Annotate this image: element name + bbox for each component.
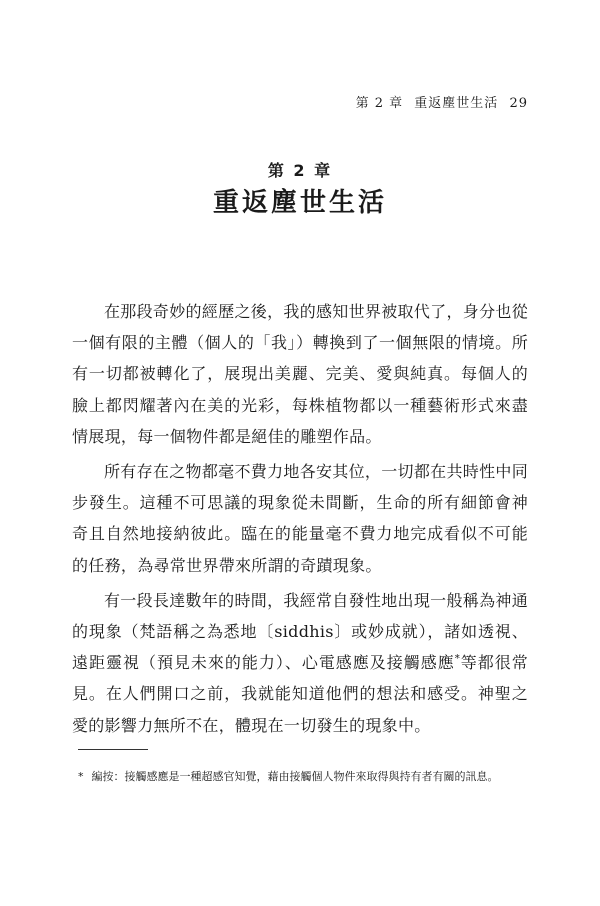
footnote-reference: *	[454, 653, 461, 665]
page-number: 29	[509, 96, 528, 111]
chapter-label: 第 2 章	[267, 161, 333, 180]
body-text	[72, 296, 528, 741]
running-head-title: 重返塵世生活	[414, 96, 499, 111]
footnote	[78, 768, 538, 784]
footnote-text: 編按：接觸感應是一種超感官知覺，藉由接觸個人物件來取得與持有者有關的訊息。	[91, 770, 499, 783]
paragraph-1: 在那段奇妙的經歷之後，我的感知世界被取代了，身分也從一個有限的主體（個人的「我」）轉換到了一個無限的情境。所有一切都被轉化了，展現出美麗、完美、愛與純真。每個人的臉上都閃耀著內在美的光彩，每株植物都以一種藝術形式來盡情展現，每一個物件都是絕佳的雕塑作品。	[72, 302, 528, 446]
footnote-divider	[78, 749, 148, 750]
paragraph-2: 所有存在之物都毫不費力地各安其位，一切都在共時性中同步發生。這種不可思議的現象從未間斷，生命的所有細節會神奇且自然地接納彼此。臨在的能量毫不費力地完成看似不可能的任務，為尋常世界帶來所謂的奇蹟現象。	[72, 462, 528, 575]
footnote-mark: *	[78, 770, 84, 783]
paragraph-3-part-1: 有一段長達數年的時間，我經常自發性地出現一般稱為神通的現象（梵語稱之為悉地〔siddhis〕或妙成就），諸如透視、遠距靈視（預見未來的能力）、心電感應及接觸感應	[72, 590, 528, 673]
running-head-chapter: 第 2 章	[355, 96, 404, 111]
chapter-title: 重返塵世生活	[212, 188, 387, 218]
running-head	[350, 92, 528, 111]
paragraph-3	[72, 585, 528, 741]
paragraph-3-part-2: 等都很常見。在人們開口之前，我就能知道他們的想法和感受。神聖之愛的影響力無所不在，體現在一切發生的現象中。	[72, 653, 528, 735]
